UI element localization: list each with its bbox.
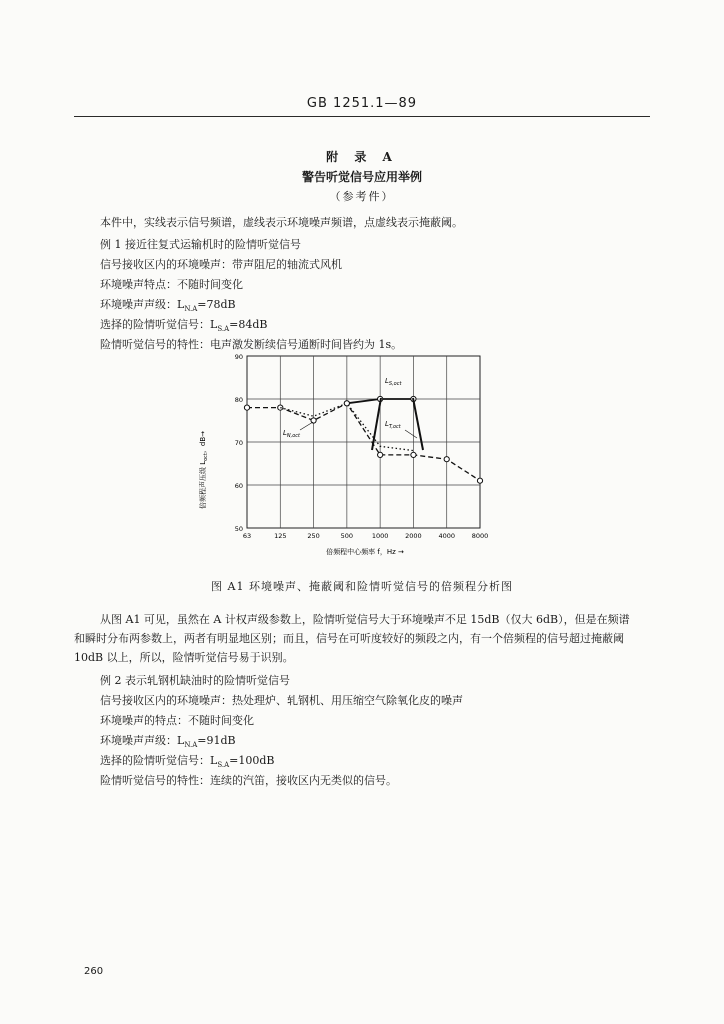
example1-signal-level: 选择的险情听觉信号：$L_{S.A}=84dB$ — [100, 318, 268, 334]
example2-noise-source: 信号接收区内的环境噪声：热处理炉、轧钢机、用压缩空气除氧化皮的噪声 — [100, 694, 463, 707]
y-tick-label: 60 — [234, 482, 243, 490]
page-number: 260 — [84, 966, 104, 977]
example1-heading: 例 1 接近往复式运输机时的险情听觉信号 — [100, 238, 301, 251]
y-tick-label: 50 — [234, 525, 243, 533]
data-point — [344, 401, 349, 406]
standard-header: GB 1251.1—89 — [306, 96, 418, 111]
appendix-note: （参考件） — [329, 190, 395, 203]
x-tick-labels — [243, 532, 488, 540]
y-tick-label: 70 — [234, 439, 243, 447]
example2-signal-char: 险情听觉信号的特性：连续的汽笛，接收区内无类似的信号。 — [100, 774, 397, 787]
y-tick-label: 90 — [234, 353, 243, 361]
intro-text: 本件中，实线表示信号频谱，虚线表示环境噪声频谱，点虚线表示掩蔽阈。 — [100, 216, 463, 229]
example1-noise-feature: 环境噪声特点：不随时间变化 — [100, 278, 243, 291]
threshold-leader-line — [405, 430, 417, 438]
analysis-paragraph: 从图 A1 可见，虽然在 A 计权声级参数上，险情听觉信号大于环境噪声不足 15dB（仅大 6dB），但是在频谱和瞬时分布两参数上，两者有明显地区别；而且，信号在可听度较好的频段之内，有一个倍频程的信号超过掩蔽阈 10dB 以上，所以，险情听觉信号易于识别。 — [74, 613, 630, 664]
series-label-noise: $L_{N,oct}$ — [283, 429, 301, 439]
x-tick-label: 63 — [242, 532, 252, 540]
data-point — [477, 478, 482, 483]
noise-leader-line — [300, 422, 313, 430]
header-rule — [74, 116, 650, 117]
example1-noise-level: 环境噪声声级：$L_{N.A}=78dB$ — [100, 298, 236, 314]
example1-noise-source: 信号接收区内的环境噪声：带声阻尼的轴流式风机 — [100, 258, 342, 271]
y-tick-label: 80 — [234, 396, 243, 404]
data-point — [444, 457, 449, 462]
x-tick-label: 250 — [307, 532, 320, 540]
y-tick-labels — [235, 353, 243, 533]
x-tick-label: 8000 — [471, 532, 489, 540]
x-tick-label: 125 — [274, 532, 287, 540]
example2-heading: 例 2 表示轧钢机缺油时的险情听觉信号 — [100, 674, 290, 687]
appendix-title: 警告听觉信号应用举例 — [301, 170, 422, 184]
x-tick-label: 1000 — [371, 532, 389, 540]
x-tick-label: 4000 — [438, 532, 455, 540]
y-axis-label: 倍频程声压级 $L_{oct}$，dB→ — [199, 430, 209, 510]
series-label-threshold: $L_{T,oct}$ — [385, 420, 401, 430]
data-point — [378, 452, 383, 457]
data-point — [278, 405, 283, 410]
example1-signal-char: 险情听觉信号的特性：电声激发断续信号通断时间皆约为 1s。 — [100, 338, 403, 351]
chart-grid — [247, 356, 480, 528]
appendix-label: 附 录 A — [326, 150, 398, 164]
series-label-signal: $L_{S,oct}$ — [385, 377, 402, 387]
octave-band-chart — [195, 350, 505, 560]
data-point — [411, 452, 416, 457]
x-tick-label: 2000 — [405, 532, 422, 540]
x-tick-label: 500 — [340, 532, 354, 540]
example2-noise-level: 环境噪声声级：$L_{N.A}=91dB$ — [100, 734, 236, 750]
x-axis-label: 倍频程中心频率 f，Hz → — [326, 548, 404, 556]
example2-noise-feature: 环境噪声的特点：不随时间变化 — [100, 714, 254, 727]
data-point — [311, 418, 316, 423]
data-point — [244, 405, 249, 410]
example2-signal-level: 选择的险情听觉信号：$L_{S.A}=100dB$ — [100, 754, 275, 770]
figure-caption: 图 A1 环境噪声、掩蔽阈和险情听觉信号的倍频程分析图 — [211, 580, 513, 593]
